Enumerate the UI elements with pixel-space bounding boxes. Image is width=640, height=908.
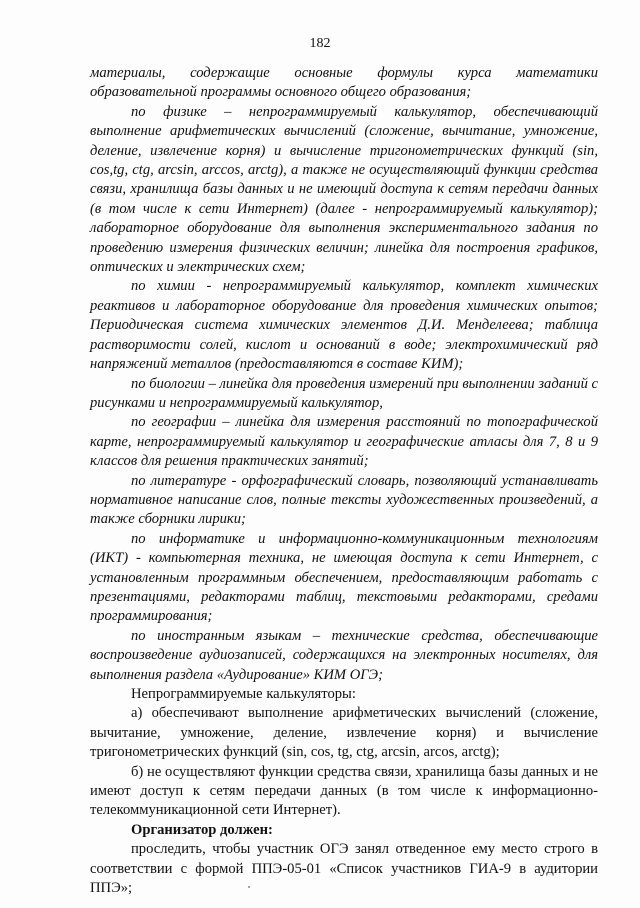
paragraph-calculators-b: б) не осуществляют функции средства связи, хранилища базы данных и не имеют доступ к сетям передачи данных (в том числе к информационно-телекоммуникационной сети Интернет). <box>90 763 598 819</box>
scan-speck <box>248 886 250 888</box>
paragraph-foreign-languages: по иностранным языкам – технические средства, обеспечивающие воспроизведение аудиозаписей, содержащихся на электронных носителях, для выполнения раздела «Аудирование» КИМ ОГЭ; <box>90 627 598 683</box>
paragraph-calculators-intro: Непрограммируемые калькуляторы: <box>131 686 356 702</box>
paragraph-geography: по географии – линейка для измерения расстояний по топографической карте, непрограммируемый калькулятор и географические атласы для 7, 8 и 9 классов для решения практических занятий; <box>90 414 598 470</box>
paragraph-informatics: по информатике и информационно-коммуникационным технологиям (ИКТ) - компьютерная техника, не имеющая доступа к сети Интернет, с установленным программным обеспечением, предоставляющим работать с презентациями, редакторами таблиц, текстовыми редакторами, средами программирования; <box>90 530 598 625</box>
document-body <box>90 64 598 898</box>
paragraph-biology: по биологии – линейка для проведения измерений при выполнении заданий с рисунками и непрограммируемый калькулятор, <box>90 375 598 411</box>
page-number: 182 <box>309 36 331 51</box>
section-heading-organizer: Организатор должен: <box>131 821 273 838</box>
paragraph-chemistry: по химии - непрограммируемый калькулятор, комплект химических реактивов и лабораторное оборудование для проведения химических опытов; Периодическая система химических элементов Д.И. Менделеева; таблица растворимости солей, кислот и оснований в воде; электрохимический ряд напряжений металлов (предоставляются в составе КИМ); <box>90 278 598 373</box>
paragraph-mathematics-materials: материалы, содержащие основные формулы курса математики образовательной программы основного общего образования; <box>90 65 598 101</box>
paragraph-organizer-duty: проследить, чтобы участник ОГЭ занял отведенное ему место строго в соответствии с формой ППЭ-05-01 «Список участников ГИА-9 в аудитории ППЭ»; <box>90 841 598 897</box>
paragraph-physics: по физике – непрограммируемый калькулятор, обеспечивающий выполнение арифметических вычислений (сложение, вычитание, умножение, деление, извлечение корня) и вычисление тригонометрических функций (sin, cos,tg, ctg, arcsin, arccos, arctg), а также не осуществляющий функции средства связи, хранилища базы данных и не имеющий доступа к сетям передачи данных (в том числе к сети Интернет) (далее - непрограммируемый калькулятор); лабораторное оборудование для выполнения экспериментального задания по проведению измерения физических величин; линейка для построения графиков, оптических и электрических схем; <box>90 103 598 276</box>
paragraph-literature: по литературе - орфографический словарь, позволяющий устанавливать нормативное написание слов, полные тексты художественных произведений, а также сборники лирики; <box>90 472 598 528</box>
paragraph-calculators-a: а) обеспечивают выполнение арифметических вычислений (сложение, вычитание, умножение, деление, извлечение корня) и вычисление тригонометрических функций (sin, cos, tg, ctg, arcsin, arcos, arctg); <box>90 705 598 761</box>
